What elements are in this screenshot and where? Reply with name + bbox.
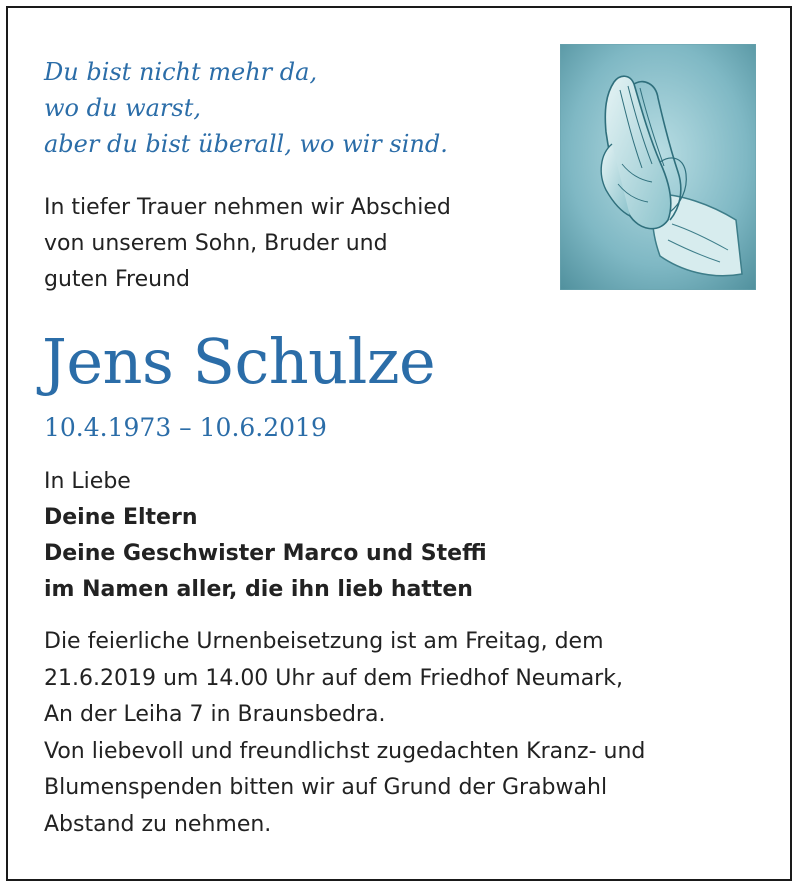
- signer-line: Deine Eltern: [44, 505, 198, 530]
- signer-line: Deine Geschwister Marco und Steffi: [44, 541, 487, 566]
- funeral-info: [44, 624, 764, 843]
- praying-hands-icon: [560, 44, 756, 290]
- info-line: Abstand zu nehmen.: [44, 811, 272, 837]
- deceased-name: Jens Schulze: [42, 325, 436, 398]
- intro-line: In tiefer Trauer nehmen wir Abschied: [44, 195, 451, 220]
- poem-line: aber du bist überall, wo wir sind.: [44, 130, 448, 158]
- info-line: An der Leiha 7 in Braunsbedra.: [44, 702, 386, 727]
- info-line: Blumenspenden bitten wir auf Grund der Grabwahl: [44, 775, 608, 800]
- poem: [44, 54, 544, 162]
- info-line: Von liebevoll und freundlichst zugedachten Kranz- und: [44, 738, 646, 764]
- life-dates: 10.4.1973 – 10.6.2019: [44, 413, 327, 442]
- signers-opening: In Liebe: [44, 469, 131, 494]
- signers: [44, 464, 744, 608]
- info-line: Die feierliche Urnenbeisetzung ist am Freitag, dem: [44, 629, 604, 654]
- signer-line: im Namen aller, die ihn lieb hatten: [44, 577, 473, 602]
- intro-line: von unserem Sohn, Bruder und: [44, 231, 388, 256]
- intro-text: [44, 190, 544, 298]
- praying-hands-image: [560, 44, 756, 290]
- intro-line: guten Freund: [44, 267, 191, 292]
- poem-line: wo du warst,: [44, 94, 201, 122]
- info-line: 21.6.2019 um 14.00 Uhr auf dem Friedhof Neumark,: [44, 665, 623, 691]
- poem-line: Du bist nicht mehr da,: [44, 58, 318, 86]
